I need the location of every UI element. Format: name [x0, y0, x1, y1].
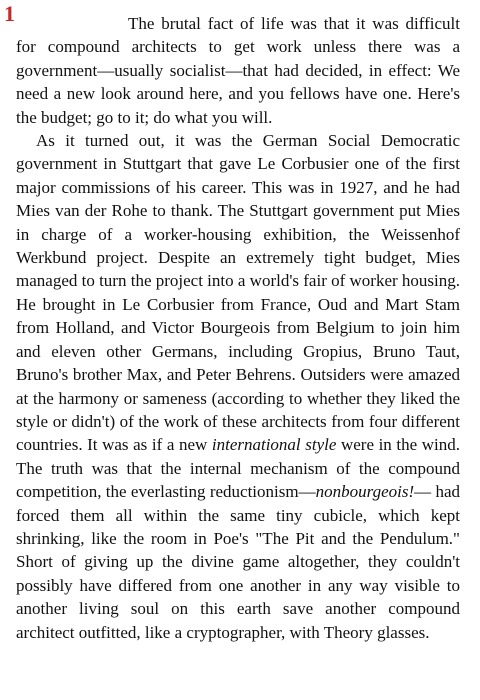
italic-phrase-international-style: international style [211, 435, 337, 455]
italic-phrase-nonbourgeois: nonbourgeois! [315, 482, 415, 502]
paragraph-1-text: The brutal fact of life was that it was difficult for compound architects to get work unless there was a government—usually socialist—that had decided, in effect: We need a new look around here, and you fellows have one. Here's the budget; go to it; do what you will. [16, 14, 460, 127]
paragraph-2-text-c: — had forced them all within the same tiny cubicle, which kept shrinking, like the room in Poe's "The Pit and the Pendulum." Short of giving up the divine game altogether, they couldn't possibly have differed from one another in any way visible to another living soul on this earth save another compound architect outfitted, like a cryptographer, with Theory glasses. [16, 482, 460, 642]
paragraph-1 [16, 12, 460, 129]
paragraph-2-text-b: were in the wind. The truth was that the internal mechanism of the compound competition, the everlasting reductionism— [16, 435, 460, 502]
paragraph-2 [16, 129, 460, 644]
paragraph-2-text-a: As it turned out, it was the German Social Democratic government in Stuttgart that gave Le Corbusier one of the first major commissions of his career. This was in 1927, and he had Mies van der Rohe to thank. The Stuttgart government put Mies in charge of a worker-housing exhibition, the Weissenhof Werkbund project. Despite an extremely tight budget, Mies managed to turn the project into a world's fair of worker housing. He brought in Le Corbusier from France, Oud and Mart Stam from Holland, and Victor Bourgeois from Belgium to join him and eleven other Germans, including Gropius, Bruno Taut, Bruno's brother Max, and Peter Behrens. Outsiders were amazed at the harmony or sameness (according to whether they liked the style or didn't) of the work of these architects from four different countries. It was as if a new [16, 131, 461, 455]
page-number: 1 [4, 1, 15, 26]
